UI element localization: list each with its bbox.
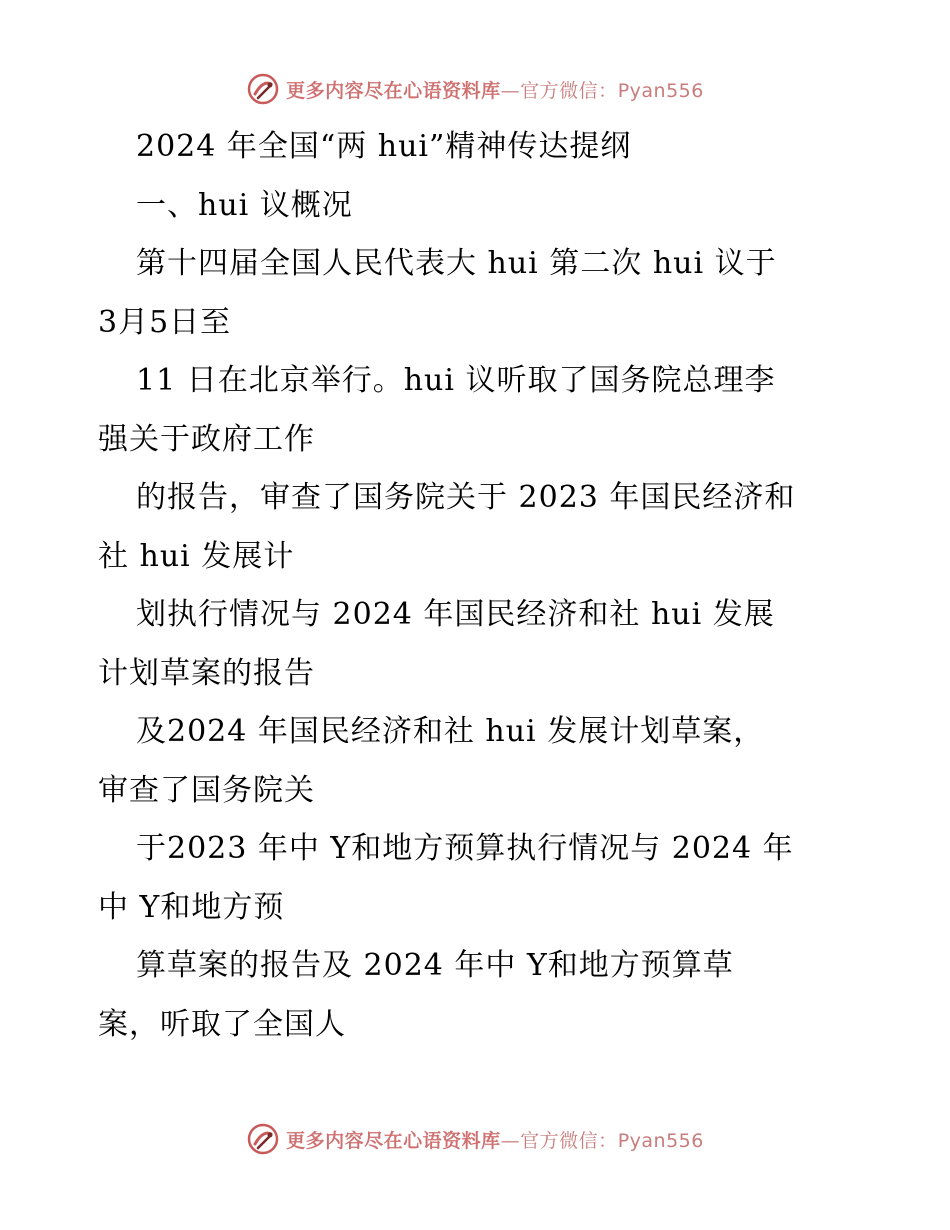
- document-body: [98, 118, 858, 1054]
- watermark-wechat-id: Pyan556: [617, 79, 704, 102]
- watermark-text: [286, 76, 704, 103]
- watermark-brand: 更多内容尽在心语资料库: [286, 79, 501, 102]
- footer-watermark: [0, 1122, 950, 1156]
- watermark-text: [286, 1126, 704, 1153]
- document-title: 2024 年全国“两 hui”精神传达提纲: [136, 129, 632, 164]
- paragraph-line: 计划草案的报告: [98, 655, 315, 691]
- watermark-separator: —: [500, 1129, 521, 1152]
- paragraph-line: 算草案的报告及 2024 年中 Y和地方预算草: [136, 948, 734, 983]
- paragraph-line: 案，听取了全国人: [98, 1006, 346, 1042]
- paragraph-line: 强关于政府工作: [98, 421, 315, 457]
- paragraph-line: 3月5日至: [98, 304, 232, 340]
- paragraph-line: 11 日在北京举行。hui 议听取了国务院总理李: [136, 363, 776, 398]
- paragraph-line: 中 Y和地方预: [98, 889, 285, 925]
- seal-logo-icon: [246, 72, 280, 106]
- paragraph-line: 社 hui 发展计: [98, 538, 295, 574]
- paragraph-line: 划执行情况与 2024 年国民经济和社 hui 发展: [136, 597, 775, 632]
- paragraph-line: 于2023 年中 Y和地方预算执行情况与 2024 年: [136, 831, 794, 866]
- header-watermark: [0, 72, 950, 106]
- seal-logo-icon: [246, 1122, 280, 1156]
- paragraph-line: 及2024 年国民经济和社 hui 发展计划草案，: [136, 714, 765, 749]
- section-heading: 一、hui 议概况: [136, 187, 353, 223]
- paragraph-line: 第十四届全国人民代表大 hui 第二次 hui 议于: [136, 246, 777, 281]
- watermark-wechat-label: 官方微信：: [520, 79, 618, 102]
- watermark-brand: 更多内容尽在心语资料库: [286, 1129, 501, 1152]
- watermark-separator: —: [500, 79, 521, 102]
- paragraph-line: 审查了国务院关: [98, 772, 315, 808]
- paragraph-line: 的报告，审查了国务院关于 2023 年国民经济和: [136, 480, 796, 515]
- watermark-wechat-label: 官方微信：: [520, 1129, 618, 1152]
- watermark-wechat-id: Pyan556: [617, 1129, 704, 1152]
